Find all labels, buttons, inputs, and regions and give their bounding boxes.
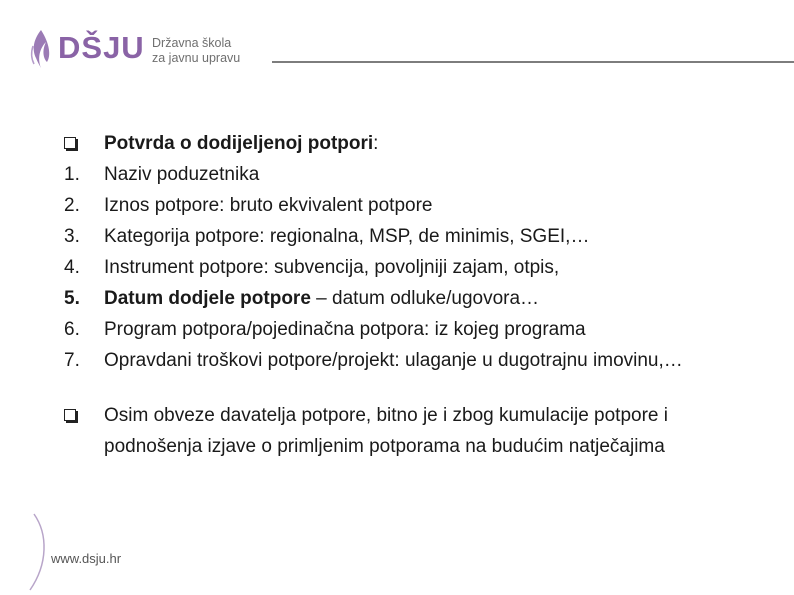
list-number: 6. bbox=[64, 319, 80, 340]
list-item bbox=[64, 345, 764, 376]
list-number: 3. bbox=[64, 226, 80, 247]
checkbox-bullet-icon bbox=[64, 400, 104, 462]
list-item-text: Program potpora/pojedinačna potpora: iz kojeg programa bbox=[104, 319, 586, 340]
flame-logo-icon bbox=[28, 28, 54, 68]
list-number: 2. bbox=[64, 195, 80, 216]
list-item-text: Opravdani troškovi potpore/projekt: ulaganje u dugotrajnu imovinu,… bbox=[104, 350, 683, 371]
list-number: 7. bbox=[64, 350, 80, 371]
slide-content bbox=[64, 128, 764, 462]
section-heading bbox=[104, 128, 764, 159]
list-number: 5. bbox=[64, 288, 80, 309]
list-item bbox=[64, 190, 764, 221]
section-heading-rest: : bbox=[373, 133, 379, 154]
checkbox-bullet-icon bbox=[64, 128, 104, 159]
header-divider bbox=[272, 61, 794, 63]
section2-text: Osim obveze davatelja potpore, bitno je i zbog kumulacije potpore i podnošenja izjave o primljenim potporama na budućim natječajima bbox=[104, 405, 668, 457]
list-item-text: Kategorija potpore: regionalna, MSP, de minimis, SGEI,… bbox=[104, 226, 590, 247]
list-item-rest: – datum odluke/ugovora… bbox=[310, 288, 540, 309]
list-number: 1. bbox=[64, 164, 80, 185]
logo-subtitle-line2: za javnu upravu bbox=[152, 51, 241, 65]
list-item bbox=[64, 283, 764, 314]
section2-row bbox=[64, 400, 764, 462]
header-logo bbox=[28, 28, 794, 68]
section-heading-row bbox=[64, 128, 764, 159]
logo-subtitle bbox=[152, 36, 240, 66]
list-item-text: Naziv poduzetnika bbox=[104, 164, 260, 185]
footer-url: www.dsju.hr bbox=[51, 551, 122, 566]
list-item bbox=[64, 314, 764, 345]
logo-subtitle-line1: Državna škola bbox=[152, 36, 232, 50]
list-number: 4. bbox=[64, 257, 80, 278]
list-item-text: Instrument potpore: subvencija, povoljniji zajam, otpis, bbox=[104, 257, 560, 278]
list-item-bold: Datum dodjele potpore bbox=[104, 288, 311, 309]
section-heading-bold: Potvrda o dodijeljenoj potpori bbox=[104, 133, 374, 154]
list-item bbox=[64, 159, 764, 190]
list-item bbox=[64, 221, 764, 252]
logo-text: DŠJU bbox=[58, 30, 145, 65]
list-item-text bbox=[104, 283, 764, 314]
list-item bbox=[64, 252, 764, 283]
list-item-text: Iznos potpore: bruto ekvivalent potpore bbox=[104, 195, 433, 216]
